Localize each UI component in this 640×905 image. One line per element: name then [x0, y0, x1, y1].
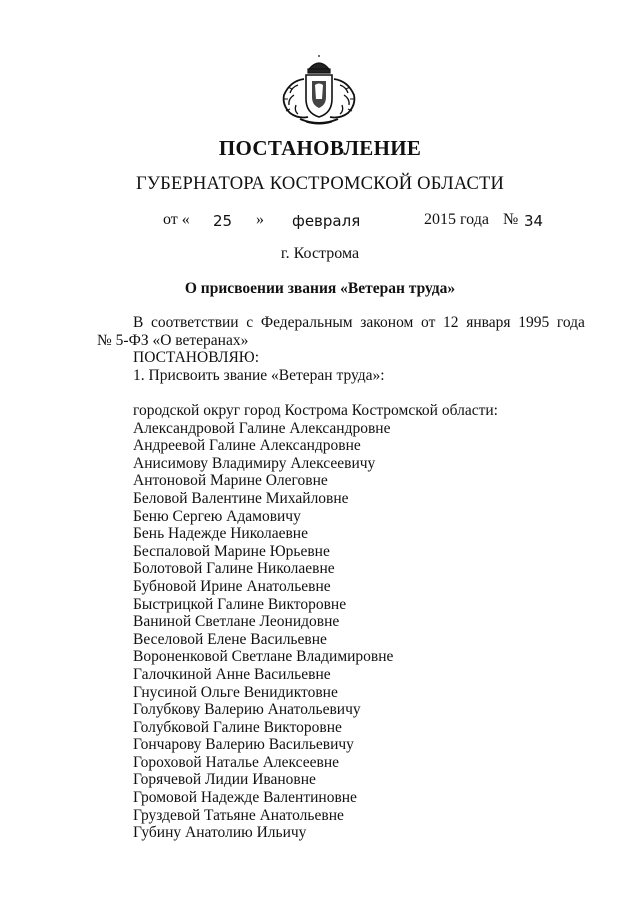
item-1: 1. Присвоить звание «Ветеран труда»:: [133, 366, 385, 384]
document-city: г. Кострома: [280, 245, 360, 262]
preamble-word: с: [246, 314, 254, 331]
preamble-word: В: [133, 314, 144, 331]
preamble-word: законом: [360, 314, 414, 331]
list-item: Веселовой Елене Васильевне: [133, 630, 327, 648]
list-item: Груздевой Татьяне Анатольевне: [133, 806, 344, 824]
preamble-word: 1995: [518, 314, 550, 331]
list-item: Быстрицкой Галине Викторовне: [133, 595, 347, 613]
list-item: Галочкиной Анне Васильевне: [133, 665, 331, 683]
list-item: Александровой Галине Александровне: [133, 419, 391, 437]
preamble-word: 12: [443, 314, 459, 331]
date-day: 25: [213, 212, 233, 230]
list-item: Губину Анатолию Ильичу: [133, 824, 307, 842]
document-number: 34: [524, 212, 544, 230]
decree-word: ПОСТАНОВЛЯЮ:: [133, 349, 260, 366]
document-dateline: [0, 211, 640, 233]
preamble-word: от: [421, 314, 436, 331]
coat-of-arms-emblem: [272, 55, 366, 127]
preamble-line-2: № 5-ФЗ «О ветеранах»: [97, 331, 249, 349]
date-prefix: от «: [163, 211, 190, 228]
list-item: Беню Сергею Адамовичу: [133, 507, 301, 525]
recipients-list: [133, 402, 498, 842]
list-item: Бень Надежде Николаевне: [133, 525, 308, 543]
document-issuer: ГУБЕРНАТОРА КОСТРОМСКОЙ ОБЛАСТИ: [135, 174, 505, 194]
preamble-word: соответствии: [151, 314, 239, 331]
list-item: Голубкову Валерию Анатольевичу: [133, 701, 361, 719]
preamble-word: января: [466, 314, 511, 331]
list-item: Анисимову Владимиру Алексеевичу: [133, 454, 376, 472]
date-close-quote: »: [256, 211, 264, 228]
list-item: Беспаловой Марине Юрьевне: [133, 542, 330, 560]
list-item: Ваниной Светлане Леонидовне: [133, 613, 340, 631]
date-year: 2015 года: [424, 211, 489, 228]
preamble-word: Федеральным: [260, 314, 353, 331]
list-item: Гнусиной Ольге Венидиктовне: [133, 683, 338, 701]
date-month: февраля: [292, 212, 361, 230]
list-item: Вороненковой Светлане Владимировне: [133, 648, 394, 666]
list-item: Гороховой Наталье Алексеевне: [133, 753, 339, 771]
list-item: Бубновой Ирине Анатольевне: [133, 577, 331, 595]
list-item: Антоновой Марине Олеговне: [133, 472, 328, 490]
list-item: Громовой Надежде Валентиновне: [133, 789, 357, 807]
list-item: Горячевой Лидии Ивановне: [133, 771, 316, 789]
list-item: Болотовой Галине Николаевне: [133, 560, 335, 578]
list-item: Голубковой Галине Викторовне: [133, 718, 342, 736]
preamble-line-1: [97, 314, 585, 332]
document-number-label: №: [503, 211, 519, 228]
preamble: [97, 314, 585, 384]
district-heading: городской округ город Кострома Костромской области:: [133, 402, 498, 419]
list-item: Андреевой Галине Александровне: [133, 437, 361, 455]
document-subject: О присвоении звания «Ветеран труда»: [184, 280, 456, 297]
list-item: Гончарову Валерию Васильевичу: [133, 736, 354, 754]
document-title: ПОСТАНОВЛЕНИЕ: [218, 136, 422, 160]
preamble-word: года: [556, 314, 585, 331]
list-item: Беловой Валентине Михайловне: [133, 489, 349, 507]
